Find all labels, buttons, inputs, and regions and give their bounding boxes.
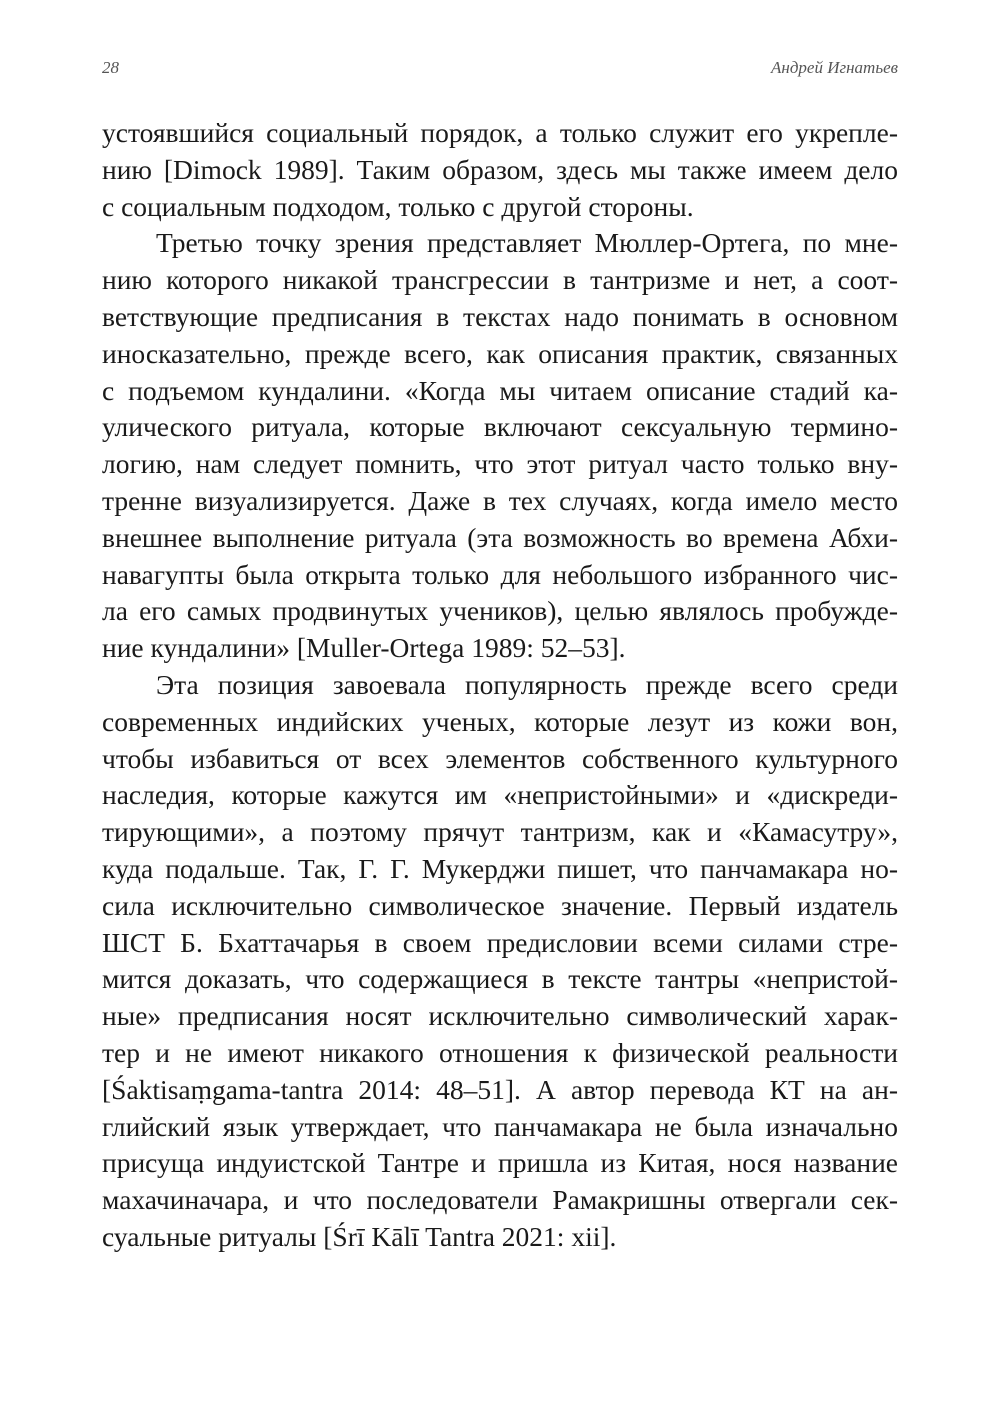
paragraph	[102, 115, 898, 225]
paragraph	[102, 225, 898, 667]
text-line: тер и не имеют никакого отношения к физической реальности	[102, 1036, 898, 1068]
text-line: тирующими», а поэтому прячут тантризм, как и «Камасутру»,	[102, 816, 898, 848]
text-line: Эта позиция завоевала популярность прежде всего среди	[156, 668, 898, 700]
page-number: 28	[102, 58, 119, 77]
text-line: навагупты была открыта только для небольшого избранного чис-	[102, 558, 898, 590]
text-line: ние кундалини» [Muller-Ortega 1989: 52–53].	[102, 632, 626, 664]
text-line: с социальным подходом, только с другой стороны.	[102, 190, 694, 222]
text-line: нию которого никакой трансгрессии в тантризме и нет, а соот-	[102, 264, 898, 296]
text-line: тренне визуализируется. Даже в тех случаях, когда имело место	[102, 484, 898, 516]
text-line: улического ритуала, которые включают сексуальную термино-	[102, 411, 898, 443]
text-line: устоявшийся социальный порядок, а только служит его укрепле-	[102, 117, 898, 148]
text-line: иносказательно, прежде всего, как описания практик, связанных	[102, 337, 898, 369]
text-line: ные» предписания носят исключительно символический харак-	[102, 1000, 898, 1032]
text-line: чтобы избавиться от всех элементов собственного культурного	[102, 742, 898, 774]
text-line: сила исключительно символическое значение. Первый издатель	[102, 889, 898, 921]
text-line: Третью точку зрения представляет Мюллер-Ортега, по мне-	[156, 227, 898, 259]
text-line: мится доказать, что содержащиеся в тексте тантры «непристой-	[102, 963, 898, 995]
text-line: нию [Dimock 1989]. Таким образом, здесь мы также имеем дело	[102, 153, 898, 185]
body-text	[102, 115, 898, 1256]
running-head	[102, 58, 898, 82]
text-line: с подъемом кундалини. «Когда мы читаем описание стадий ка-	[102, 374, 898, 406]
running-head-author: Андрей Игнатьев	[771, 58, 898, 77]
text-line: [Śaktisaṃgama-tantra 2014: 48–51]. А автор перевода КТ на ан-	[102, 1073, 898, 1105]
text-line: махачиначара, и что последователи Рамакришны отвергали сек-	[102, 1184, 898, 1216]
paragraph	[102, 667, 898, 1256]
text-line: глийский язык утверждает, что панчамакара не была изначально	[102, 1110, 898, 1142]
text-line: внешнее выполнение ритуала (эта возможность во времена Абхи-	[102, 521, 898, 553]
text-line: суальные ритуалы [Śrī Kālī Tantra 2021: xii].	[102, 1220, 617, 1252]
text-line: ШСТ Б. Бхаттачарья в своем предисловии всеми силами стре-	[102, 926, 898, 958]
text-line: ветствующие предписания в текстах надо понимать в основном	[102, 300, 898, 332]
text-line: наследия, которые кажутся им «непристойными» и «дискреди-	[102, 779, 898, 811]
text-line: современных индийских ученых, которые лезут из кожи вон,	[102, 705, 898, 737]
text-line: присуща индуистской Тантре и пришла из Китая, нося название	[102, 1147, 898, 1179]
text-line: куда подальше. Так, Г. Г. Мукерджи пишет, что панчамакара но-	[102, 852, 898, 884]
text-line: ла его самых продвинутых учеников), целью являлось пробужде-	[102, 595, 898, 627]
text-line: логию, нам следует помнить, что этот ритуал часто только вну-	[102, 448, 898, 480]
